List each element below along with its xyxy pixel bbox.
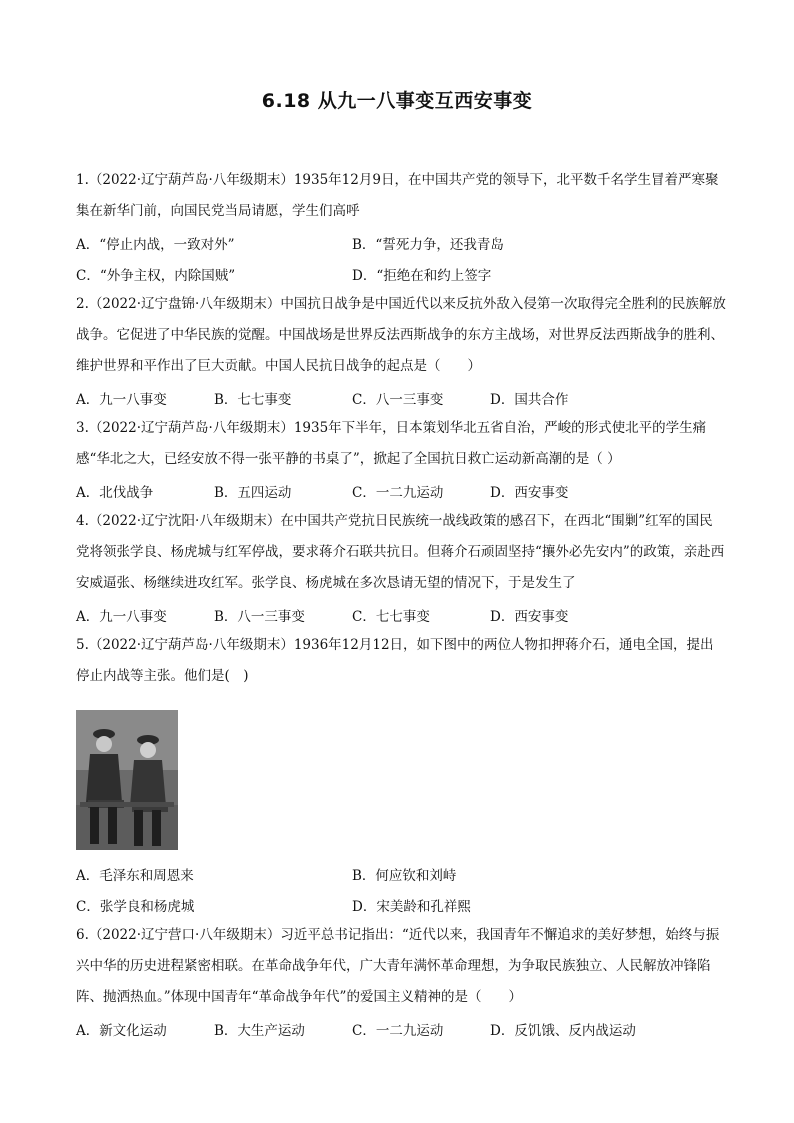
option-c: C．一二九运动 (352, 484, 444, 501)
option-a: A．九一八事变 (76, 608, 167, 625)
option-row (76, 858, 726, 889)
question-2 (76, 289, 726, 413)
option-row (76, 382, 726, 413)
option-d: D．国共合作 (490, 391, 569, 408)
question-5 (76, 630, 726, 920)
question-stem: 5.（2022·辽宁葫芦岛·八年级期末）1936年12月12日，如下图中的两位人物扣押蒋介石，通电全国，提出停止内战等主张。他们是( ) (76, 637, 714, 684)
question-stem: 6.（2022·辽宁营口·八年级期末）习近平总书记指出：“近代以来，我国青年不懈追求的美好梦想，始终与振兴中华的历史进程紧密相联。在革命战争年代，广大青年满怀革命理想，为争取民族独立、人民解放冲锋陷阵、抛洒热血。”体现中国青年“革命战争年代”的爱国主义精神的是（ ） (76, 927, 720, 1005)
option-b: B．“誓死力争，还我青岛 (352, 236, 504, 253)
option-b: B．七七事变 (214, 391, 292, 408)
option-row (76, 599, 726, 630)
question-1 (76, 165, 726, 289)
question-4 (76, 506, 726, 630)
question-list (76, 165, 726, 1044)
option-c: C．七七事变 (352, 608, 430, 625)
page-title: 6.18 从九一八事变互西安事变 (261, 90, 533, 112)
option-c: C．张学良和杨虎城 (76, 898, 195, 915)
option-c: C．“外争主权，内除国贼” (76, 267, 236, 284)
option-a: A．毛泽东和周恩来 (76, 867, 194, 884)
option-b: B．八一三事变 (214, 608, 305, 625)
two-officers-photo-image (76, 710, 178, 850)
option-row (76, 258, 726, 289)
historical-photo (76, 710, 178, 850)
question-stem: 1.（2022·辽宁葫芦岛·八年级期末）1935年12月9日，在中国共产党的领导下，北平数千名学生冒着严寒聚集在新华门前，向国民党当局请愿，学生们高呼 (76, 172, 719, 219)
option-b: B．何应钦和刘峙 (352, 867, 457, 884)
option-b: B．大生产运动 (214, 1022, 305, 1039)
option-d: D．“拒绝在和约上签字 (352, 267, 492, 284)
option-c: C．八一三事变 (352, 391, 444, 408)
option-a: A．九一八事变 (76, 391, 167, 408)
option-b: B．五四运动 (214, 484, 292, 501)
question-stem: 4.（2022·辽宁沈阳·八年级期末）在中国共产党抗日民族统一战线政策的感召下，在西北“围剿”红军的国民党将领张学良、杨虎城与红军停战，要求蒋介石联共抗日。但蒋介石顽固坚持“攘外必先安内”的政策，亲赴西安威逼张、杨继续进攻红军。张学良、杨虎城在多次恳请无望的情况下，于是发生了 (76, 513, 725, 591)
option-d: D．宋美龄和孔祥熙 (352, 898, 471, 915)
option-a: A．北伐战争 (76, 484, 154, 501)
option-d: D．西安事变 (490, 608, 569, 625)
option-c: C．一二九运动 (352, 1022, 444, 1039)
option-row (76, 475, 726, 506)
option-a: A．新文化运动 (76, 1022, 167, 1039)
question-3 (76, 413, 726, 506)
option-row (76, 227, 726, 258)
question-stem: 2.（2022·辽宁盘锦·八年级期末）中国抗日战争是中国近代以来反抗外敌入侵第一次取得完全胜利的民族解放战争。它促进了中华民族的觉醒。中国战场是世界反法西斯战争的东方主战场，对世界反法西斯战争的胜利、维护世界和平作出了巨大贡献。中国人民抗日战争的起点是（ ） (76, 296, 726, 374)
option-d: D．西安事变 (490, 484, 569, 501)
option-a: A．“停止内战，一致对外” (76, 236, 235, 253)
question-stem: 3.（2022·辽宁葫芦岛·八年级期末）1935年下半年，日本策划华北五省自治，严峻的形式使北平的学生痛感“华北之大，已经安放不得一张平静的书桌了”，掀起了全国抗日救亡运动新高潮的是（ ） (76, 420, 707, 467)
question-6 (76, 920, 726, 1044)
option-row (76, 1013, 726, 1044)
option-d: D．反饥饿、反内战运动 (490, 1022, 636, 1039)
option-row (76, 889, 726, 920)
